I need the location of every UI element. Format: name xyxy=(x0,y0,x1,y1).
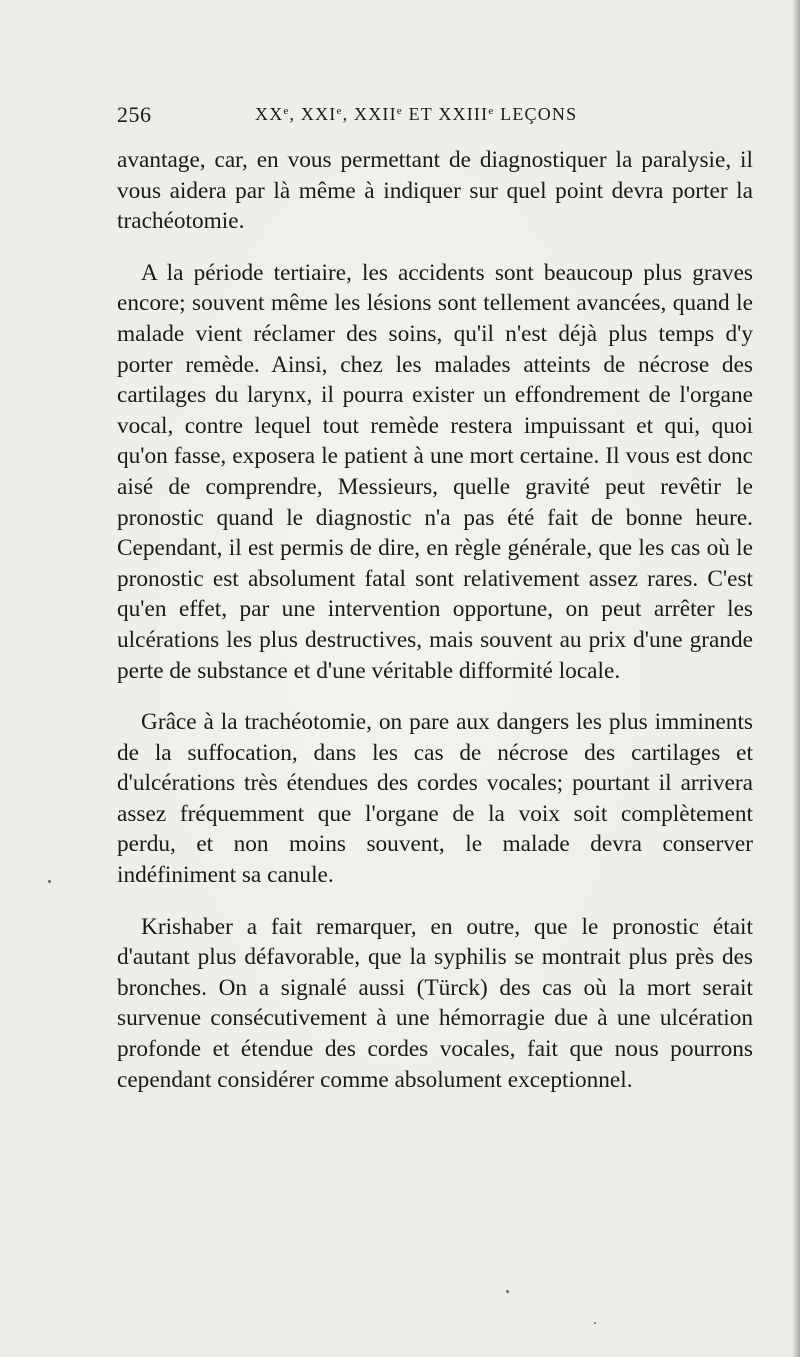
page-number: 256 xyxy=(117,102,152,127)
page-edge-shadow xyxy=(792,0,800,1357)
paragraph-krishaber: Krishaber a fait remarquer, en outre, que le pronostic était d'autant plus défavorable, que la syphilis se montrait plus près des bronches. On a signalé aussi (Türck) des cas où la mort serait survenue consécutivement à une hémorragie due à une ulcération profonde et étendue des cordes vocales, fait que nous pourrons cependant considérer comme absolument exceptionnel. xyxy=(117,913,753,1093)
print-speck xyxy=(506,1290,509,1293)
paragraph-tertiary-period: A la période tertiaire, les accidents sont beaucoup plus graves encore; souvent même les lésions sont tellement avancées, quand le malade vient réclamer des soins, qu'il n'est déjà plus temps d'y porter remède. Ainsi, chez les malades atteints de nécrose des cartilages du larynx, il pourra exister un effondrement de l'organe vocal, contre lequel tout remède restera impuissant et qui, quoi qu'on fasse, exposera le patient à une mort certaine. Il vous est donc aisé de comprendre, Messieurs, quelle gravité peut revêtir le pronostic quand le diagnostic n'a pas été fait de bonne heure. Cependant, il est permis de dire, en règle générale, que les cas où le pronostic est absolument fatal sont relativement assez rares. C'est qu'en effet, par une intervention opportune, on peut arrêter les ulcérations les plus destructives, mais souvent au prix d'une grande perte de substance et d'une véritable difformité locale. xyxy=(117,259,753,684)
running-head: XXe, XXIe, XXIIe ET XXIIIe LEÇONS xyxy=(255,104,578,124)
paragraph-tracheotomy: Grâce à la trachéotomie, on pare aux dangers les plus imminents de la suffocation, dans les cas de nécrose des cartilages et d'ulcérations très étendues des cordes vocales; pourtant il arrivera assez fréquemment que l'organe de la voix soit complètement perdu, et non moins souvent, le malade devra conserver indéfiniment sa canule. xyxy=(117,709,753,889)
body-text xyxy=(117,145,753,1095)
print-speck xyxy=(594,1322,596,1324)
paragraph-continuation: avantage, car, en vous permettant de diagnostiquer la paralysie, il vous aidera par là même à indiquer sur quel point devra porter la trachéotomie. xyxy=(117,147,753,235)
page-header xyxy=(117,98,753,130)
print-speck xyxy=(48,880,51,883)
